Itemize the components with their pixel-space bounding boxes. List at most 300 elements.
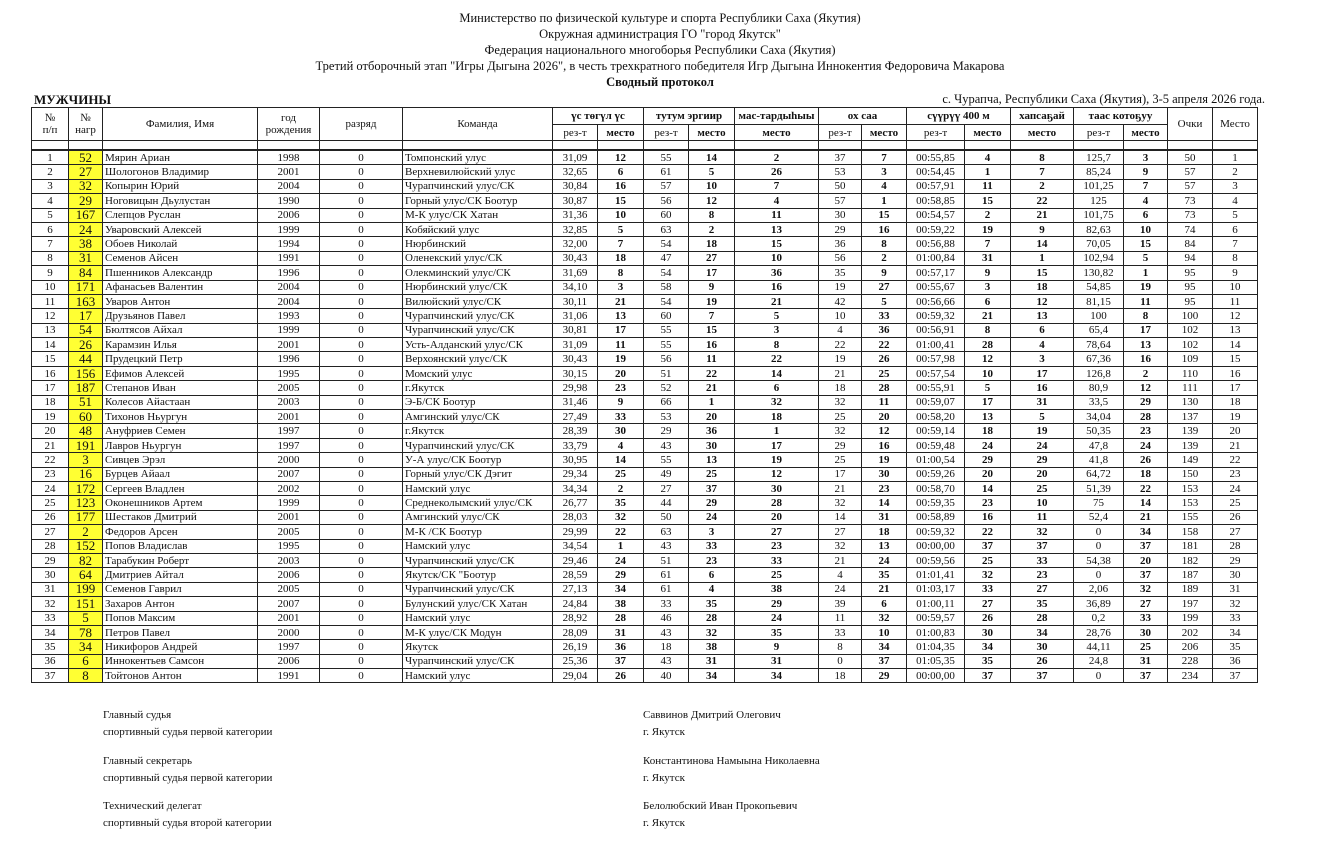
event1-result: 28,39 <box>553 424 598 438</box>
event2-place: 13 <box>689 453 735 467</box>
event2-result: 43 <box>644 654 689 668</box>
event5-result: 00:59,14 <box>907 424 965 438</box>
event1-result: 28,59 <box>553 568 598 582</box>
event5-place: 5 <box>965 381 1011 395</box>
event4-result: 35 <box>819 266 862 280</box>
sport-rank: 0 <box>320 553 403 567</box>
sport-rank: 0 <box>320 453 403 467</box>
team-name: г.Якутск <box>403 381 553 395</box>
final-place: 35 <box>1213 640 1258 654</box>
birth-year: 2001 <box>258 510 320 524</box>
athlete-name: Попов Владислав <box>103 539 258 553</box>
event3-place: 11 <box>735 208 819 222</box>
col-header-team: Команда <box>403 108 553 141</box>
event5-place: 11 <box>965 179 1011 193</box>
row-number: 4 <box>32 194 69 208</box>
event5-result: 00:54,57 <box>907 208 965 222</box>
sport-rank: 0 <box>320 496 403 510</box>
event7-place: 5 <box>1124 251 1168 265</box>
total-points: 197 <box>1168 597 1213 611</box>
final-place: 18 <box>1213 395 1258 409</box>
birth-year: 1998 <box>258 150 320 165</box>
birth-year: 1995 <box>258 366 320 380</box>
athlete-name: Уваров Антон <box>103 294 258 308</box>
total-points: 202 <box>1168 625 1213 639</box>
col-header-place: место <box>1011 125 1074 141</box>
row-number: 13 <box>32 323 69 337</box>
birth-year: 2005 <box>258 525 320 539</box>
event4-result: 29 <box>819 438 862 452</box>
event3-place: 18 <box>735 410 819 424</box>
table-row <box>32 582 1258 596</box>
athlete-name: Сивцев Эрэл <box>103 453 258 467</box>
row-number: 17 <box>32 381 69 395</box>
sport-rank: 0 <box>320 410 403 424</box>
event5-result: 00:58,70 <box>907 481 965 495</box>
final-place: 8 <box>1213 251 1258 265</box>
row-number: 26 <box>32 510 69 524</box>
event5-result: 01:00,54 <box>907 453 965 467</box>
event4-place: 27 <box>862 280 907 294</box>
event6-place: 18 <box>1011 280 1074 294</box>
table-row <box>32 467 1258 481</box>
event5-result: 00:59,22 <box>907 222 965 236</box>
event6-place: 27 <box>1011 582 1074 596</box>
event1-place: 1 <box>598 539 644 553</box>
event1-result: 28,03 <box>553 510 598 524</box>
event6-place: 33 <box>1011 553 1074 567</box>
event5-result: 00:58,20 <box>907 410 965 424</box>
athlete-name: Федоров Арсен <box>103 525 258 539</box>
event2-result: 49 <box>644 467 689 481</box>
athlete-name: Пшенников Александр <box>103 266 258 280</box>
event2-place: 35 <box>689 597 735 611</box>
total-points: 234 <box>1168 669 1213 683</box>
event2-place: 27 <box>689 251 735 265</box>
event2-result: 55 <box>644 338 689 352</box>
event4-result: 32 <box>819 424 862 438</box>
event1-place: 11 <box>598 338 644 352</box>
birth-year: 2004 <box>258 179 320 193</box>
col-header-name: Фамилия, Имя <box>103 108 258 141</box>
sport-rank: 0 <box>320 280 403 294</box>
event7-place: 19 <box>1124 280 1168 294</box>
event1-result: 30,84 <box>553 179 598 193</box>
event3-place: 21 <box>735 294 819 308</box>
event2-place: 22 <box>689 366 735 380</box>
event2-result: 33 <box>644 597 689 611</box>
event1-result: 31,06 <box>553 309 598 323</box>
bib-number: 199 <box>69 582 103 596</box>
event1-result: 30,15 <box>553 366 598 380</box>
event2-place: 7 <box>689 309 735 323</box>
event2-place: 21 <box>689 381 735 395</box>
table-row <box>32 453 1258 467</box>
event1-place: 33 <box>598 410 644 424</box>
header-line: Окружная администрация ГО "город Якутск" <box>539 27 781 41</box>
col-header-event-2: тутум эргиир <box>644 108 735 125</box>
final-place: 21 <box>1213 438 1258 452</box>
event4-result: 19 <box>819 280 862 294</box>
event7-result: 54,85 <box>1074 280 1124 294</box>
event7-place: 22 <box>1124 481 1168 495</box>
event3-place: 14 <box>735 366 819 380</box>
table-row <box>32 150 1258 165</box>
event1-place: 37 <box>598 654 644 668</box>
event1-place: 18 <box>598 251 644 265</box>
bib-number: 44 <box>69 352 103 366</box>
event5-result: 01:00,11 <box>907 597 965 611</box>
row-number: 1 <box>32 150 69 165</box>
event5-place: 37 <box>965 669 1011 683</box>
birth-year: 2007 <box>258 597 320 611</box>
final-place: 13 <box>1213 323 1258 337</box>
total-points: 139 <box>1168 424 1213 438</box>
event6-place: 13 <box>1011 309 1074 323</box>
team-name: Якутск/СК "Боотур <box>403 568 553 582</box>
event4-result: 42 <box>819 294 862 308</box>
col-header-place: место <box>862 125 907 141</box>
sport-rank: 0 <box>320 194 403 208</box>
bib-number: 167 <box>69 208 103 222</box>
sport-rank: 0 <box>320 669 403 683</box>
event7-result: 33,5 <box>1074 395 1124 409</box>
team-name: Чурапчинский улус/СК <box>403 323 553 337</box>
birth-year: 1997 <box>258 640 320 654</box>
col-header-event-6: хапсаҕай <box>1011 108 1074 125</box>
event7-place: 33 <box>1124 611 1168 625</box>
table-row <box>32 280 1258 294</box>
event6-place: 29 <box>1011 453 1074 467</box>
event7-result: 65,4 <box>1074 323 1124 337</box>
athlete-name: Ефимов Алексей <box>103 366 258 380</box>
birth-year: 2001 <box>258 165 320 179</box>
event7-place: 37 <box>1124 539 1168 553</box>
event1-place: 7 <box>598 237 644 251</box>
athlete-name: Тихонов Ньургун <box>103 410 258 424</box>
event1-place: 2 <box>598 481 644 495</box>
bib-number: 26 <box>69 338 103 352</box>
event6-place: 10 <box>1011 496 1074 510</box>
total-points: 57 <box>1168 179 1213 193</box>
event3-place: 8 <box>735 338 819 352</box>
event6-place: 22 <box>1011 194 1074 208</box>
results-table <box>31 107 1258 683</box>
total-points: 100 <box>1168 309 1213 323</box>
birth-year: 1999 <box>258 323 320 337</box>
event1-place: 8 <box>598 266 644 280</box>
total-points: 84 <box>1168 237 1213 251</box>
event1-result: 29,34 <box>553 467 598 481</box>
event6-place: 23 <box>1011 568 1074 582</box>
row-number: 8 <box>32 251 69 265</box>
event5-place: 13 <box>965 410 1011 424</box>
event5-result: 00:59,26 <box>907 467 965 481</box>
event7-place: 7 <box>1124 179 1168 193</box>
table-row <box>32 179 1258 193</box>
event6-place: 21 <box>1011 208 1074 222</box>
event4-place: 10 <box>862 625 907 639</box>
col-header-rank: разряд <box>320 108 403 141</box>
birth-year: 2005 <box>258 381 320 395</box>
total-points: 139 <box>1168 438 1213 452</box>
event7-result: 64,72 <box>1074 467 1124 481</box>
event3-place: 12 <box>735 467 819 481</box>
total-points: 130 <box>1168 395 1213 409</box>
team-name: Среднеколымский улус/СК <box>403 496 553 510</box>
event7-result: 41,8 <box>1074 453 1124 467</box>
birth-year: 2005 <box>258 582 320 596</box>
event3-place: 32 <box>735 395 819 409</box>
event1-place: 6 <box>598 165 644 179</box>
team-name: Намский улус <box>403 481 553 495</box>
sport-rank: 0 <box>320 568 403 582</box>
event1-result: 32,65 <box>553 165 598 179</box>
total-points: 74 <box>1168 222 1213 236</box>
total-points: 102 <box>1168 323 1213 337</box>
table-row <box>32 323 1258 337</box>
event2-result: 63 <box>644 222 689 236</box>
event7-result: 85,24 <box>1074 165 1124 179</box>
event6-place: 4 <box>1011 338 1074 352</box>
event1-result: 31,09 <box>553 150 598 165</box>
event7-place: 14 <box>1124 496 1168 510</box>
event7-result: 0 <box>1074 539 1124 553</box>
header-line: Федерация национального многоборья Республики Саха (Якутия) <box>484 43 836 57</box>
sport-rank: 0 <box>320 323 403 337</box>
event4-place: 25 <box>862 366 907 380</box>
table-row <box>32 381 1258 395</box>
event5-place: 2 <box>965 208 1011 222</box>
team-name: М-К /СК Боотур <box>403 525 553 539</box>
event6-place: 30 <box>1011 640 1074 654</box>
event4-result: 8 <box>819 640 862 654</box>
event3-place: 16 <box>735 280 819 294</box>
table-row <box>32 395 1258 409</box>
birth-year: 1996 <box>258 352 320 366</box>
col-header-event-1: үс төгүл үс <box>553 108 644 125</box>
total-points: 182 <box>1168 553 1213 567</box>
birth-year: 1995 <box>258 539 320 553</box>
row-number: 3 <box>32 179 69 193</box>
event7-result: 0 <box>1074 525 1124 539</box>
athlete-name: Бюлтясов Айхал <box>103 323 258 337</box>
sport-rank: 0 <box>320 611 403 625</box>
event1-result: 32,00 <box>553 237 598 251</box>
event5-result: 00:59,48 <box>907 438 965 452</box>
event1-place: 19 <box>598 352 644 366</box>
birth-year: 1994 <box>258 237 320 251</box>
row-number: 31 <box>32 582 69 596</box>
signature-name-2: Константинова Намыына Николаевна г. Якутск <box>643 755 820 784</box>
event2-place: 37 <box>689 481 735 495</box>
event1-place: 35 <box>598 496 644 510</box>
birth-year: 2001 <box>258 410 320 424</box>
event3-place: 24 <box>735 611 819 625</box>
event2-result: 61 <box>644 165 689 179</box>
event6-place: 37 <box>1011 539 1074 553</box>
event2-place: 38 <box>689 640 735 654</box>
event2-place: 2 <box>689 222 735 236</box>
final-place: 32 <box>1213 597 1258 611</box>
event2-result: 40 <box>644 669 689 683</box>
col-header-event-5: сүүрүү 400 м <box>907 108 1011 125</box>
event7-place: 15 <box>1124 237 1168 251</box>
event5-result: 00:55,67 <box>907 280 965 294</box>
bib-number: 191 <box>69 438 103 452</box>
event1-result: 30,81 <box>553 323 598 337</box>
team-name: Амгинский улус/СК <box>403 410 553 424</box>
event2-place: 9 <box>689 280 735 294</box>
total-points: 153 <box>1168 481 1213 495</box>
event3-place: 30 <box>735 481 819 495</box>
event3-place: 4 <box>735 194 819 208</box>
event7-result: 75 <box>1074 496 1124 510</box>
event4-result: 30 <box>819 208 862 222</box>
event5-result: 00:59,32 <box>907 309 965 323</box>
row-number: 36 <box>32 654 69 668</box>
event2-place: 30 <box>689 438 735 452</box>
birth-year: 2007 <box>258 467 320 481</box>
athlete-name: Слепцов Руслан <box>103 208 258 222</box>
sport-rank: 0 <box>320 366 403 380</box>
event6-place: 3 <box>1011 352 1074 366</box>
final-place: 26 <box>1213 510 1258 524</box>
sport-rank: 0 <box>320 150 403 165</box>
event5-result: 00:57,91 <box>907 179 965 193</box>
event1-place: 29 <box>598 568 644 582</box>
team-name: Олекминский улус/СК <box>403 266 553 280</box>
team-name: Вилюйский улус/СК <box>403 294 553 308</box>
event5-place: 7 <box>965 237 1011 251</box>
event7-place: 12 <box>1124 381 1168 395</box>
event5-place: 10 <box>965 366 1011 380</box>
sport-rank: 0 <box>320 165 403 179</box>
event4-place: 32 <box>862 611 907 625</box>
sport-rank: 0 <box>320 395 403 409</box>
row-number: 21 <box>32 438 69 452</box>
bib-number: 27 <box>69 165 103 179</box>
bib-number: 82 <box>69 553 103 567</box>
event4-place: 3 <box>862 165 907 179</box>
event4-result: 50 <box>819 179 862 193</box>
birth-year: 2000 <box>258 625 320 639</box>
sport-rank: 0 <box>320 525 403 539</box>
sport-rank: 0 <box>320 309 403 323</box>
event7-place: 2 <box>1124 366 1168 380</box>
event7-place: 16 <box>1124 352 1168 366</box>
row-number: 18 <box>32 395 69 409</box>
event3-place: 19 <box>735 453 819 467</box>
team-name: Горный улус/СК Боотур <box>403 194 553 208</box>
event7-result: 82,63 <box>1074 222 1124 236</box>
event5-result: 00:57,54 <box>907 366 965 380</box>
col-header-num: № п/п <box>32 108 69 141</box>
event4-result: 32 <box>819 539 862 553</box>
event3-place: 25 <box>735 568 819 582</box>
bib-number: 31 <box>69 251 103 265</box>
section-title: МУЖЧИНЫ <box>34 92 112 107</box>
final-place: 7 <box>1213 237 1258 251</box>
sport-rank: 0 <box>320 640 403 654</box>
table-row <box>32 669 1258 683</box>
col-header-event-4: ох саа <box>819 108 907 125</box>
event1-result: 30,43 <box>553 251 598 265</box>
col-header-place: место <box>1124 125 1168 141</box>
event1-result: 24,84 <box>553 597 598 611</box>
event4-place: 31 <box>862 510 907 524</box>
event7-place: 30 <box>1124 625 1168 639</box>
event2-result: 43 <box>644 438 689 452</box>
event4-result: 10 <box>819 309 862 323</box>
event2-result: 54 <box>644 266 689 280</box>
event1-result: 31,36 <box>553 208 598 222</box>
event4-place: 14 <box>862 496 907 510</box>
table-row <box>32 625 1258 639</box>
table-row <box>32 165 1258 179</box>
bib-number: 6 <box>69 654 103 668</box>
event1-place: 28 <box>598 611 644 625</box>
place-date: с. Чурапча, Республики Саха (Якутия), 3-5 апреля 2026 года. <box>942 92 1265 106</box>
team-name: У-А улус/СК Боотур <box>403 453 553 467</box>
event2-result: 53 <box>644 410 689 424</box>
event3-place: 29 <box>735 597 819 611</box>
event7-result: 51,39 <box>1074 481 1124 495</box>
event4-place: 35 <box>862 568 907 582</box>
total-points: 111 <box>1168 381 1213 395</box>
birth-year: 1990 <box>258 194 320 208</box>
event5-place: 22 <box>965 525 1011 539</box>
total-points: 189 <box>1168 582 1213 596</box>
sport-rank: 0 <box>320 208 403 222</box>
total-points: 94 <box>1168 251 1213 265</box>
col-header-result: рез-т <box>819 125 862 141</box>
event5-place: 6 <box>965 294 1011 308</box>
event3-place: 28 <box>735 496 819 510</box>
total-points: 57 <box>1168 165 1213 179</box>
total-points: 150 <box>1168 467 1213 481</box>
event7-place: 25 <box>1124 640 1168 654</box>
athlete-name: Ануфриев Семен <box>103 424 258 438</box>
team-name: Томпонский улус <box>403 150 553 165</box>
event7-result: 70,05 <box>1074 237 1124 251</box>
event7-place: 37 <box>1124 669 1168 683</box>
final-place: 24 <box>1213 481 1258 495</box>
athlete-name: Оконешников Артем <box>103 496 258 510</box>
event7-result: 47,8 <box>1074 438 1124 452</box>
athlete-name: Иннокентьев Самсон <box>103 654 258 668</box>
event4-place: 16 <box>862 222 907 236</box>
event1-result: 26,77 <box>553 496 598 510</box>
col-header-points: Очки <box>1168 108 1213 141</box>
table-row <box>32 294 1258 308</box>
event4-place: 1 <box>862 194 907 208</box>
event4-result: 53 <box>819 165 862 179</box>
sport-rank: 0 <box>320 438 403 452</box>
event5-place: 34 <box>965 640 1011 654</box>
bib-number: 64 <box>69 568 103 582</box>
bib-number: 54 <box>69 323 103 337</box>
row-number: 12 <box>32 309 69 323</box>
event1-result: 31,69 <box>553 266 598 280</box>
event4-result: 25 <box>819 410 862 424</box>
team-name: Кобяйский улус <box>403 222 553 236</box>
signature-role-2: Главный секретарь спортивный судья первой категории <box>103 755 273 784</box>
birth-year: 2002 <box>258 481 320 495</box>
table-row <box>32 251 1258 265</box>
total-points: 228 <box>1168 654 1213 668</box>
event1-place: 20 <box>598 366 644 380</box>
